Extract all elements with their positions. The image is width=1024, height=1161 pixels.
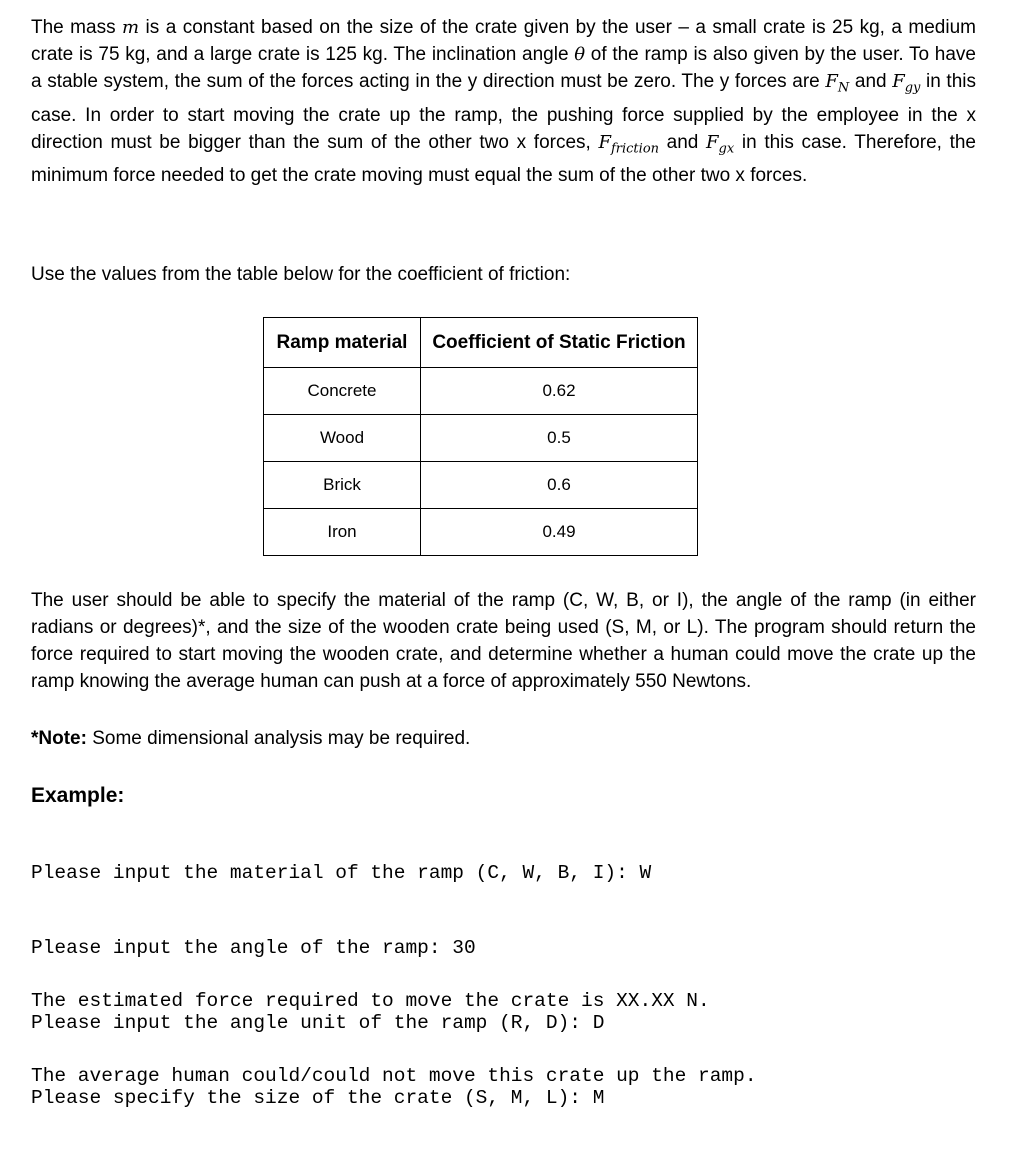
code-line: The average human could/could not move this crate up the ramp.: [31, 1065, 757, 1087]
note-paragraph: [31, 725, 470, 752]
material-cell: Brick: [264, 462, 421, 509]
code-line: Please input the material of the ramp (C, W, B, I): W: [31, 862, 652, 884]
table-row: [264, 462, 698, 509]
text-span: and: [849, 71, 893, 92]
fgx-symbol: [706, 131, 735, 157]
mass-symbol: m: [122, 17, 140, 38]
code-line: Please input the angle of the ramp: 30: [31, 937, 476, 959]
symbol-base: F: [598, 131, 611, 153]
intro-paragraph: [31, 14, 976, 189]
table-intro: Use the values from the table below for the coefficient of friction:: [31, 264, 571, 285]
ffriction-symbol: [598, 131, 660, 157]
table-row: [264, 509, 698, 556]
requirements-paragraph: The user should be able to specify the material of the ramp (C, W, B, or I), the angle of the ramp (in either radians or degrees)*, and the size of the wooden crate being used (S, M, or L). The program should return the force required to start moving the wooden crate, and determine whether a human could move the crate up the ramp knowing the average human can push at a force of approximately 550 Newtons.: [31, 590, 976, 692]
table-header-row: [264, 318, 698, 368]
friction-table: [263, 317, 698, 556]
example-title: Example:: [31, 784, 125, 807]
symbol-base: F: [825, 71, 838, 92]
text-span: in this case. Therefore, the minimum force needed to get the crate moving must equal the sum of the other two x forces.: [31, 131, 976, 187]
code-line: The estimated force required to move the crate is XX.XX N.: [31, 990, 710, 1012]
code-line: Please specify the size of the crate (S, M, L): M: [31, 1087, 605, 1109]
symbol-base: F: [706, 131, 719, 153]
material-cell: Wood: [264, 415, 421, 462]
text-span: is a constant based on the size of the crate given by the user – a small crate is 25 kg, a medium crate is 75 kg, and a large crate is 125 kg. The inclination angle: [31, 17, 976, 65]
coefficient-cell: 0.49: [421, 509, 698, 556]
coefficient-cell: 0.5: [421, 415, 698, 462]
theta-symbol: θ: [574, 44, 586, 65]
code-line: Please input the angle unit of the ramp (R, D): D: [31, 1012, 605, 1034]
material-cell: Concrete: [264, 368, 421, 415]
symbol-subscript: friction: [610, 141, 660, 157]
fgy-symbol: [892, 71, 921, 96]
symbol-subscript: gx: [718, 141, 735, 157]
text-span: The mass: [31, 17, 123, 38]
note-text: Some dimensional analysis may be required.: [86, 728, 471, 749]
note-label: *Note:: [31, 728, 87, 749]
symbol-subscript: N: [837, 80, 850, 96]
symbol-base: F: [892, 71, 905, 92]
coefficient-cell: 0.62: [421, 368, 698, 415]
material-cell: Iron: [264, 509, 421, 556]
header-coefficient: Coefficient of Static Friction: [421, 318, 698, 368]
text-span: and: [659, 131, 707, 153]
symbol-subscript: gy: [904, 80, 921, 96]
text-span: in this case. In order to start moving the crate up the ramp, the pushing force supplied by the employee in the x direction must be bigger than the sum of the other two x forces,: [31, 71, 976, 153]
example-output-block: [31, 939, 757, 1139]
text-span: of the ramp is also given by the user. To have a stable system, the sum of the forces acting in the y direction must be zero. The y forces are: [31, 44, 976, 92]
table-row: [264, 415, 698, 462]
header-ramp-material: Ramp material: [264, 318, 421, 368]
coefficient-cell: 0.6: [421, 462, 698, 509]
table-row: [264, 368, 698, 415]
fn-symbol: [825, 71, 850, 96]
